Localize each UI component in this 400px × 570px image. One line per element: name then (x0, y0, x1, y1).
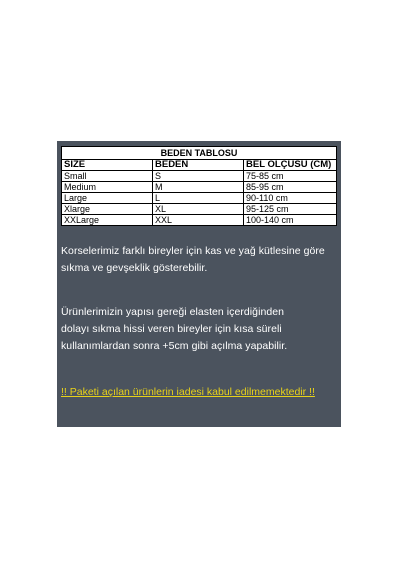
cell-bel: 95-125 cm (244, 204, 337, 215)
cell-size: Small (62, 171, 153, 182)
header-size: SIZE (62, 160, 153, 171)
elastane-note-paragraph (61, 304, 341, 355)
cell-beden: S (153, 171, 244, 182)
header-bel-olcusu: BEL ÖLÇÜSÜ (CM) (244, 160, 337, 171)
table-row (62, 171, 337, 182)
cell-size: XXLarge (62, 215, 153, 226)
cell-bel: 90-110 cm (244, 193, 337, 204)
cell-size: Xlarge (62, 204, 153, 215)
header-beden: BEDEN (153, 160, 244, 171)
table-header-row (62, 160, 337, 171)
cell-bel: 75-85 cm (244, 171, 337, 182)
fit-note-paragraph (61, 243, 341, 277)
table-row (62, 215, 337, 226)
cell-size: Medium (62, 182, 153, 193)
fit-note-line: sıkma ve gevşeklik gösterebilir. (61, 262, 208, 274)
elastane-note-line: Ürünlerimizin yapısı gereği elasten içerdiğinden (61, 306, 285, 318)
cell-beden: XXL (153, 215, 244, 226)
cell-beden: XL (153, 204, 244, 215)
cell-beden: M (153, 182, 244, 193)
table-title: BEDEN TABLOSU (62, 147, 337, 160)
cell-bel: 100-140 cm (244, 215, 337, 226)
elastane-note-line: kullanımlardan sonra +5cm gibi açılma yapabilir. (61, 340, 288, 352)
cell-beden: L (153, 193, 244, 204)
no-return-warning: !! Paketi açılan ürünlerin iadesi kabul edilmemektedir !! (61, 386, 315, 398)
size-chart-card (57, 141, 341, 427)
table-title-row (62, 147, 337, 160)
table-row (62, 193, 337, 204)
fit-note-line: Korselerimiz farklı bireyler için kas ve yağ kütlesine göre (61, 245, 325, 257)
cell-bel: 85-95 cm (244, 182, 337, 193)
table-row (62, 204, 337, 215)
cell-size: Large (62, 193, 153, 204)
size-table (61, 146, 337, 226)
table-row (62, 182, 337, 193)
elastane-note-line: dolayı sıkma hissi veren bireyler için kısa süreli (61, 323, 282, 335)
